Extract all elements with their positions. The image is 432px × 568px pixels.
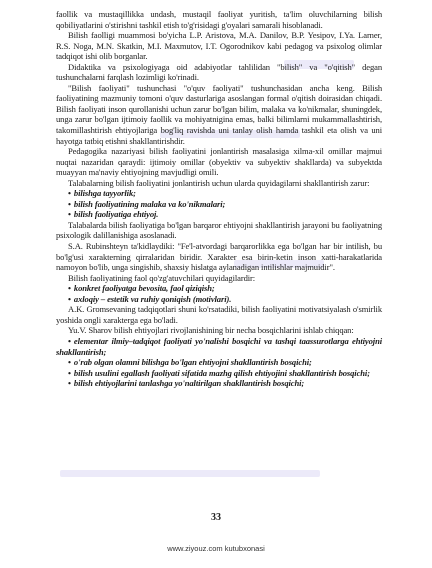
list-item-text: konkret faoliyatga bevosita, faol qiziqish; (73, 283, 215, 294)
bullet-icon: • (68, 209, 71, 220)
bullet-icon: • (68, 367, 71, 378)
list-item-text: bilish faoliyatining malaka va ko'nikmalari; (73, 198, 226, 209)
list-item-text: elementar ilmiy–tadqiqot faoliyati yo'nalishi bosqichi va tashqi taassurotlarga ehtiyojni shakllantirish; (56, 335, 382, 357)
list-item-text: axloqiy – estetik va ruhiy qoniqish (motivlari). (73, 293, 232, 304)
bullet-icon: • (68, 378, 71, 389)
paragraph: Didaktika va psixologiyaga oid adabiyotlar tahlilidan "bilish" va "o'qitish" degan tushunchalarni farqlash lozimligi ko'rinadi. (56, 61, 382, 83)
list-item (56, 336, 382, 357)
bullet-icon: • (68, 293, 71, 304)
list-item (56, 188, 382, 199)
list-item-text: bilish faoliyatiga ehtiyoj. (73, 209, 159, 220)
bullet-icon: • (68, 188, 71, 199)
paragraph: Bilish faoliyatining faol qo'zg'atuvchilari quyidagilardir: (68, 272, 256, 283)
list-item (56, 378, 382, 389)
paragraph: A.K. Gromsevaning tadqiqotlari shuni ko'rsatadiki, bilish faoliyatini motivatsiyalash o'smirlik yoshida ongli xarakterga ega bo'ladi. (56, 304, 382, 325)
bullet-icon: • (68, 283, 71, 294)
bullet-icon: • (68, 198, 71, 209)
page-number: 33 (211, 512, 221, 523)
bullet-icon: • (68, 357, 71, 368)
list-item (56, 294, 382, 305)
list-item (56, 368, 382, 379)
list-item-text: bilish usulini egallash faoliyati sifatida mazhg qilish ehtiyojini shakllantirish bosqichi; (73, 367, 370, 378)
list-item-text: bilish ehtiyojlarini tanlashga yo'naltirilgan shakllantirish bosqichi; (73, 378, 305, 389)
paragraph: S.A. Rubinshteyn ta'kidlaydiki: "Fe'l-atvordagi barqarorlikka ega bo'lgan har bir intilish, bu bo'lg'usi xarakterning qirralaridan biridir. Xarakter esa birin-ketin inson xatti-harakatlarida namoyon bo'lib, unga singishib, shaxsiy hislatga aylanadigan intilishlar majmuidir". (56, 241, 382, 273)
list-item (56, 199, 382, 210)
list-item (56, 357, 382, 368)
paragraph: Talabalarda bilish faoliyatiga bo'lgan barqaror ehtiyojni shakllantirish jarayoni bu faoliyatning psixologik dalillanishiga asoslanadi. (56, 219, 382, 241)
paragraph: "Bilish faoliyati" tushunchasi "o'quv faoliyati" tushunchasidan ancha keng. Bilish faoliyatining mazmuniy tomoni o'quv dasturlariga asoslangan formal o'qitish doirasidan chiqadi. Bilish faoliyati inson qurollanishi uchun zarur bo'lgan bilim, malaka va ko'nikmalar, shuningdek, unga zarur bo'lgan ijtimoiy faollik va mohiyatnigina emas, balki bilimlarni mukammallashtirish, takomillashtirish ehtiyojlariga bog'liq ravishda uni tanlay olish hamda tashkil eta olish va uni hayotga tatbiq etishni shakllantirishdir. (56, 82, 382, 146)
paragraph: Bilish faolligi muammosi bo'yicha L.P. Aristova, M.A. Danilov, B.P. Yesipov, I.Ya. Larner, R.S. Noga, M.N. Skatkin, M.I. Maxmutov, I.T. Ogorodnikov kabi pedagog va psixolog olimlar tadqiqot ishi olib borganlar. (56, 30, 382, 62)
list-item-text: bilishga tayyorlik; (73, 188, 136, 199)
paragraph: Yu.V. Sharov bilish ehtiyojlari rivojlanishining bir necha bosqichlarini ishlab chiqqan: (68, 325, 354, 336)
bullet-icon: • (68, 335, 71, 346)
paragraph: faollik va mustaqillikka undash, mustaqil faoliyat yuritish, ta'lim oluvchilarning bilish qobiliyatlarini o'stirishni tashkil etish to'g'risidagi g'oyalari samarali hisoblanadi. (56, 9, 382, 30)
scan-mark (60, 470, 320, 477)
paragraph: Pedagogika nazariyasi bilish faoliyatini jonlantirish masalasiga xilma-xil omillar majmui nuqtai nazaridan qaraydi: ijtimoiy omillar (obyektiv va subyektiv shakllarda) va subyektda muayyan ma'naviy ehtiyojning mavjudligi omili. (56, 146, 382, 178)
list-item (56, 209, 382, 220)
list-item-text: o'rab olgan olamni bilishga bo'lgan ehtiyojni shakllantirish bosqichi; (73, 357, 312, 368)
page-text (56, 9, 382, 389)
list-item (56, 283, 382, 294)
paragraph: Talabalarning bilish faoliyatini jonlantirish uchun ularda quyidagilarni shakllantirish zarur: (68, 177, 370, 188)
footer-source: www.ziyouz.com kutubxonasi (167, 544, 265, 553)
